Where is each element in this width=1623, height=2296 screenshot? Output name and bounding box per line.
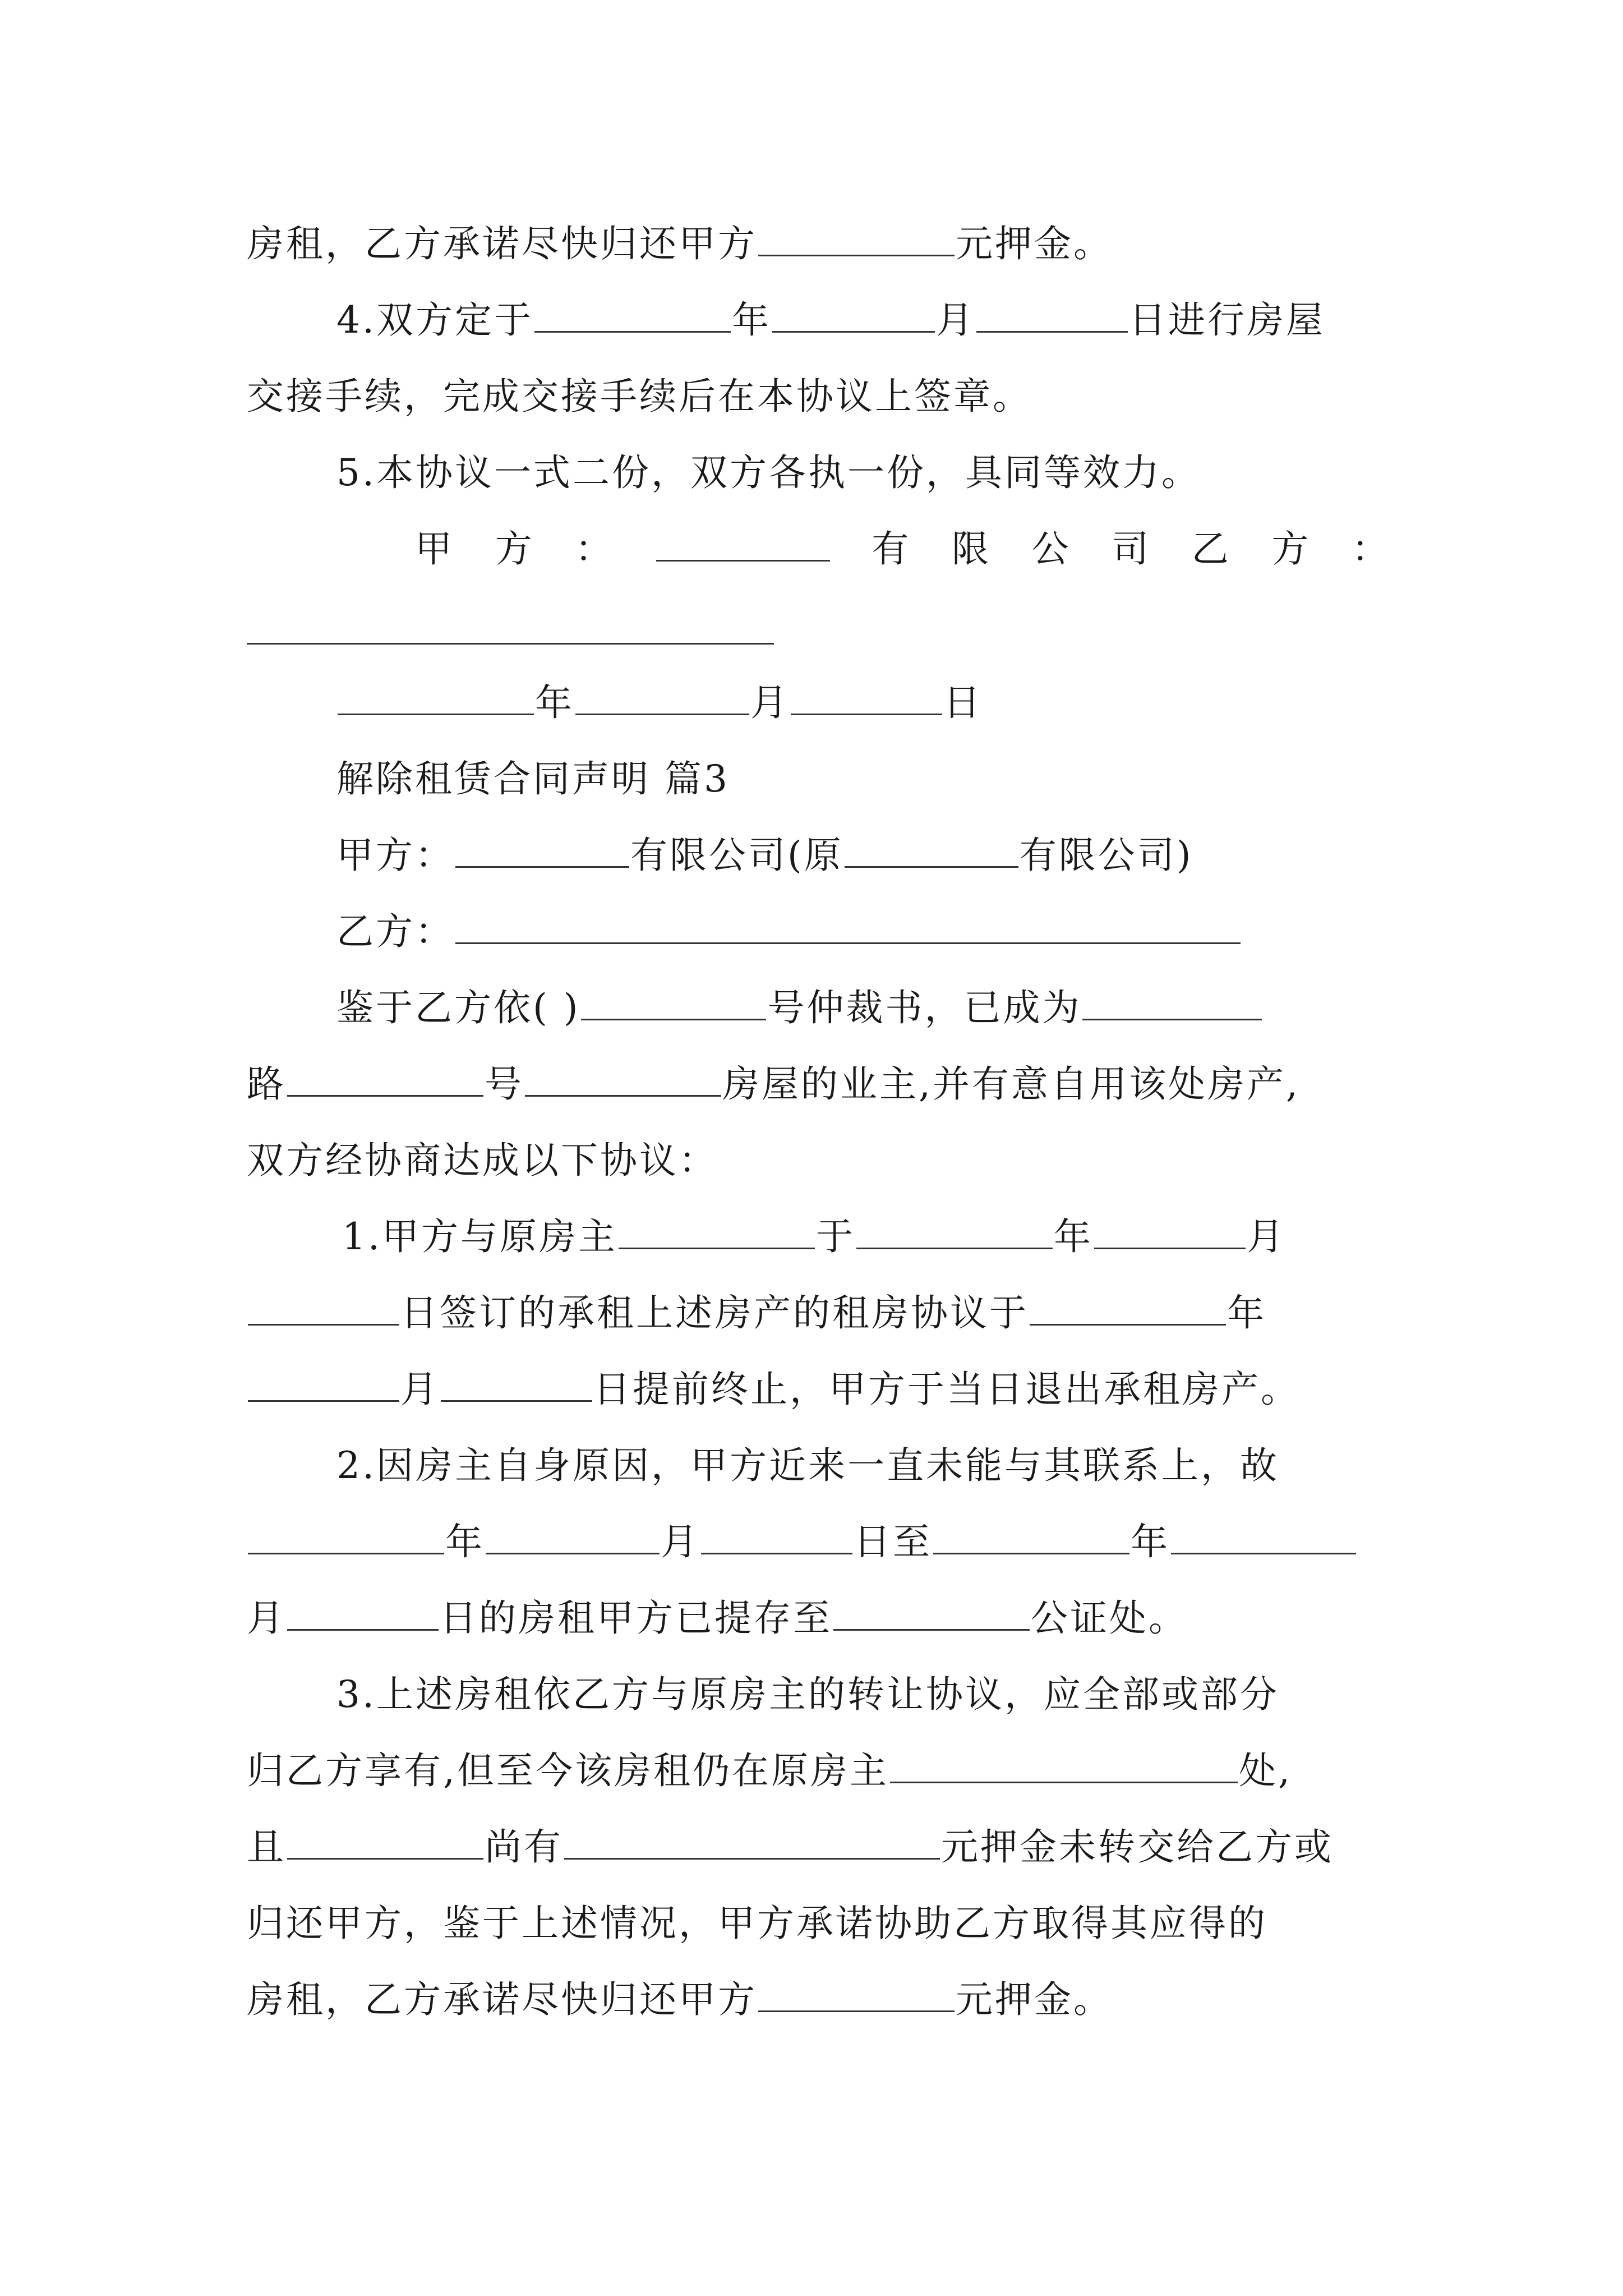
text-segment: 于 — [815, 1215, 855, 1258]
text-segment: 年 — [1227, 1291, 1266, 1335]
text-segment: 房租，乙方承诺尽快归还甲方 — [247, 1978, 757, 2021]
blank-field — [441, 1364, 592, 1402]
text-segment: 号仲裁书，已成为 — [767, 986, 1082, 1029]
signature-line — [415, 524, 1391, 574]
text-segment: 归乙方享有,但至今该房租仍在原房主 — [247, 1749, 889, 1792]
text-segment: 公 — [1031, 527, 1071, 570]
text-line — [247, 1746, 1292, 1796]
text-segment: 乙 — [1191, 527, 1231, 570]
text-segment: 年 — [445, 1520, 485, 1563]
text-line — [247, 1822, 1334, 1872]
blank-field — [248, 1288, 399, 1326]
text-segment: 甲 — [415, 527, 454, 570]
text-segment: 月 — [1246, 1215, 1286, 1258]
blank-field — [486, 1517, 660, 1554]
blank-field — [1094, 1212, 1246, 1249]
text-segment: 日的房租甲方已提存至 — [440, 1596, 832, 1640]
blank-field — [455, 907, 1241, 944]
text-line — [247, 1059, 1300, 1110]
text-line — [336, 983, 1263, 1033]
text-line — [247, 219, 1113, 269]
blank-field — [248, 1517, 444, 1554]
text-segment: 路 — [247, 1062, 286, 1106]
blank-field — [575, 678, 749, 715]
blank-field — [564, 1822, 940, 1860]
text-segment: 元押金。 — [956, 1978, 1113, 2021]
text-segment: 公证处。 — [1031, 1596, 1188, 1640]
text-segment: 号 — [485, 1062, 524, 1106]
blank-field — [247, 643, 774, 645]
blank-field — [856, 1212, 1053, 1249]
text-segment: 方 — [495, 527, 534, 570]
text-line — [336, 1669, 1279, 1720]
text-segment: 司 — [1112, 527, 1151, 570]
text-segment: 月 — [750, 681, 790, 724]
text-segment: 2.因房主自身原因，甲方近来一直未能与其联系上，故 — [336, 1444, 1279, 1487]
blank-field — [833, 1593, 1030, 1631]
blank-field — [701, 1517, 852, 1554]
text-segment: 年 — [1131, 1520, 1170, 1563]
text-segment: 年 — [1053, 1215, 1093, 1258]
text-segment: 月 — [661, 1520, 700, 1563]
blank-field — [758, 219, 955, 256]
blank-field — [287, 1059, 483, 1097]
blank-field — [890, 1746, 1238, 1783]
text-segment: 交接手续，完成交接手续后在本协议上签章。 — [247, 375, 1032, 418]
text-segment: 处, — [1238, 1749, 1292, 1792]
text-line — [342, 1212, 1286, 1262]
blank-field — [933, 1517, 1129, 1554]
text-line — [247, 1135, 718, 1186]
text-segment: 解除租赁合同声明 篇3 — [336, 757, 730, 800]
text-segment: 月 — [247, 1596, 286, 1640]
text-line — [247, 1364, 1300, 1415]
text-segment: 年 — [731, 298, 771, 342]
blank-field — [287, 1593, 439, 1631]
blank-field — [1030, 1288, 1226, 1326]
text-segment: 有限公司) — [1019, 834, 1193, 877]
text-line — [247, 1288, 1266, 1338]
blank-field — [619, 1212, 815, 1249]
text-line — [336, 830, 1193, 881]
blank-field — [772, 295, 935, 333]
text-line — [336, 448, 1201, 498]
text-segment: 归还甲方，鉴于上述情况，甲方承诺协助乙方取得其应得的 — [247, 1902, 1267, 1945]
text-line — [336, 1441, 1279, 1491]
text-line — [247, 371, 1032, 422]
blank-field — [656, 524, 830, 562]
blank-field — [758, 1975, 955, 2012]
text-segment: 乙方： — [336, 910, 454, 953]
blank-field — [534, 295, 731, 333]
blank-field — [1171, 1517, 1356, 1554]
section-title — [336, 754, 730, 804]
text-segment: 日 — [943, 681, 983, 724]
text-segment: ： — [575, 527, 615, 570]
text-segment: 房屋的业主,并有意自用该处房产, — [722, 1062, 1300, 1106]
blank-field — [455, 830, 629, 868]
text-segment: 月 — [935, 298, 975, 342]
text-segment: 甲方： — [336, 834, 454, 877]
blank-field — [1082, 983, 1262, 1020]
text-segment: 1.甲方与原房主 — [342, 1215, 617, 1258]
blank-field — [287, 1822, 483, 1860]
text-segment: 元押金未转交给乙方或 — [941, 1825, 1334, 1869]
text-segment: 有 — [872, 527, 911, 570]
text-segment: 方 — [1271, 527, 1311, 570]
text-line — [247, 1975, 1113, 2025]
text-segment: 年 — [535, 681, 574, 724]
text-segment: 日进行房屋 — [1128, 298, 1325, 342]
blank-field — [338, 678, 534, 715]
text-line — [336, 295, 1325, 346]
text-line — [247, 1517, 1357, 1567]
text-segment: 尚有 — [485, 1825, 563, 1869]
text-segment: 5.本协议一式二份，双方各执一份，具同等效力。 — [336, 451, 1201, 494]
blank-field — [791, 678, 942, 715]
text-segment: 元押金。 — [956, 222, 1113, 265]
text-segment: 日至 — [854, 1520, 932, 1563]
text-segment: 有限公司(原 — [630, 834, 843, 877]
text-line — [247, 1593, 1188, 1644]
blank-field — [248, 1364, 399, 1402]
text-segment: 日提前终止，甲方于当日退出承租房产。 — [593, 1368, 1300, 1411]
blank-field — [976, 295, 1128, 333]
text-line — [336, 907, 1242, 957]
text-segment: 房租，乙方承诺尽快归还甲方 — [247, 222, 757, 265]
text-segment: 限 — [951, 527, 991, 570]
text-segment: 月 — [400, 1368, 440, 1411]
text-segment: 且 — [247, 1825, 286, 1869]
text-segment: ： — [1351, 527, 1391, 570]
blank-field — [581, 983, 766, 1020]
blank-field — [525, 1059, 721, 1097]
text-line — [247, 1898, 1267, 1949]
text-segment: 4.双方定于 — [336, 298, 533, 342]
text-segment: 日签订的承租上述房产的租房协议于 — [400, 1291, 1029, 1335]
blank-field — [845, 830, 1018, 868]
text-segment: 鉴于乙方依( ) — [336, 986, 580, 1029]
text-segment: 3.上述房租依乙方与原房主的转让协议，应全部或部分 — [336, 1673, 1279, 1716]
text-segment: 双方经协商达成以下协议： — [247, 1139, 718, 1182]
date-line — [336, 678, 983, 728]
